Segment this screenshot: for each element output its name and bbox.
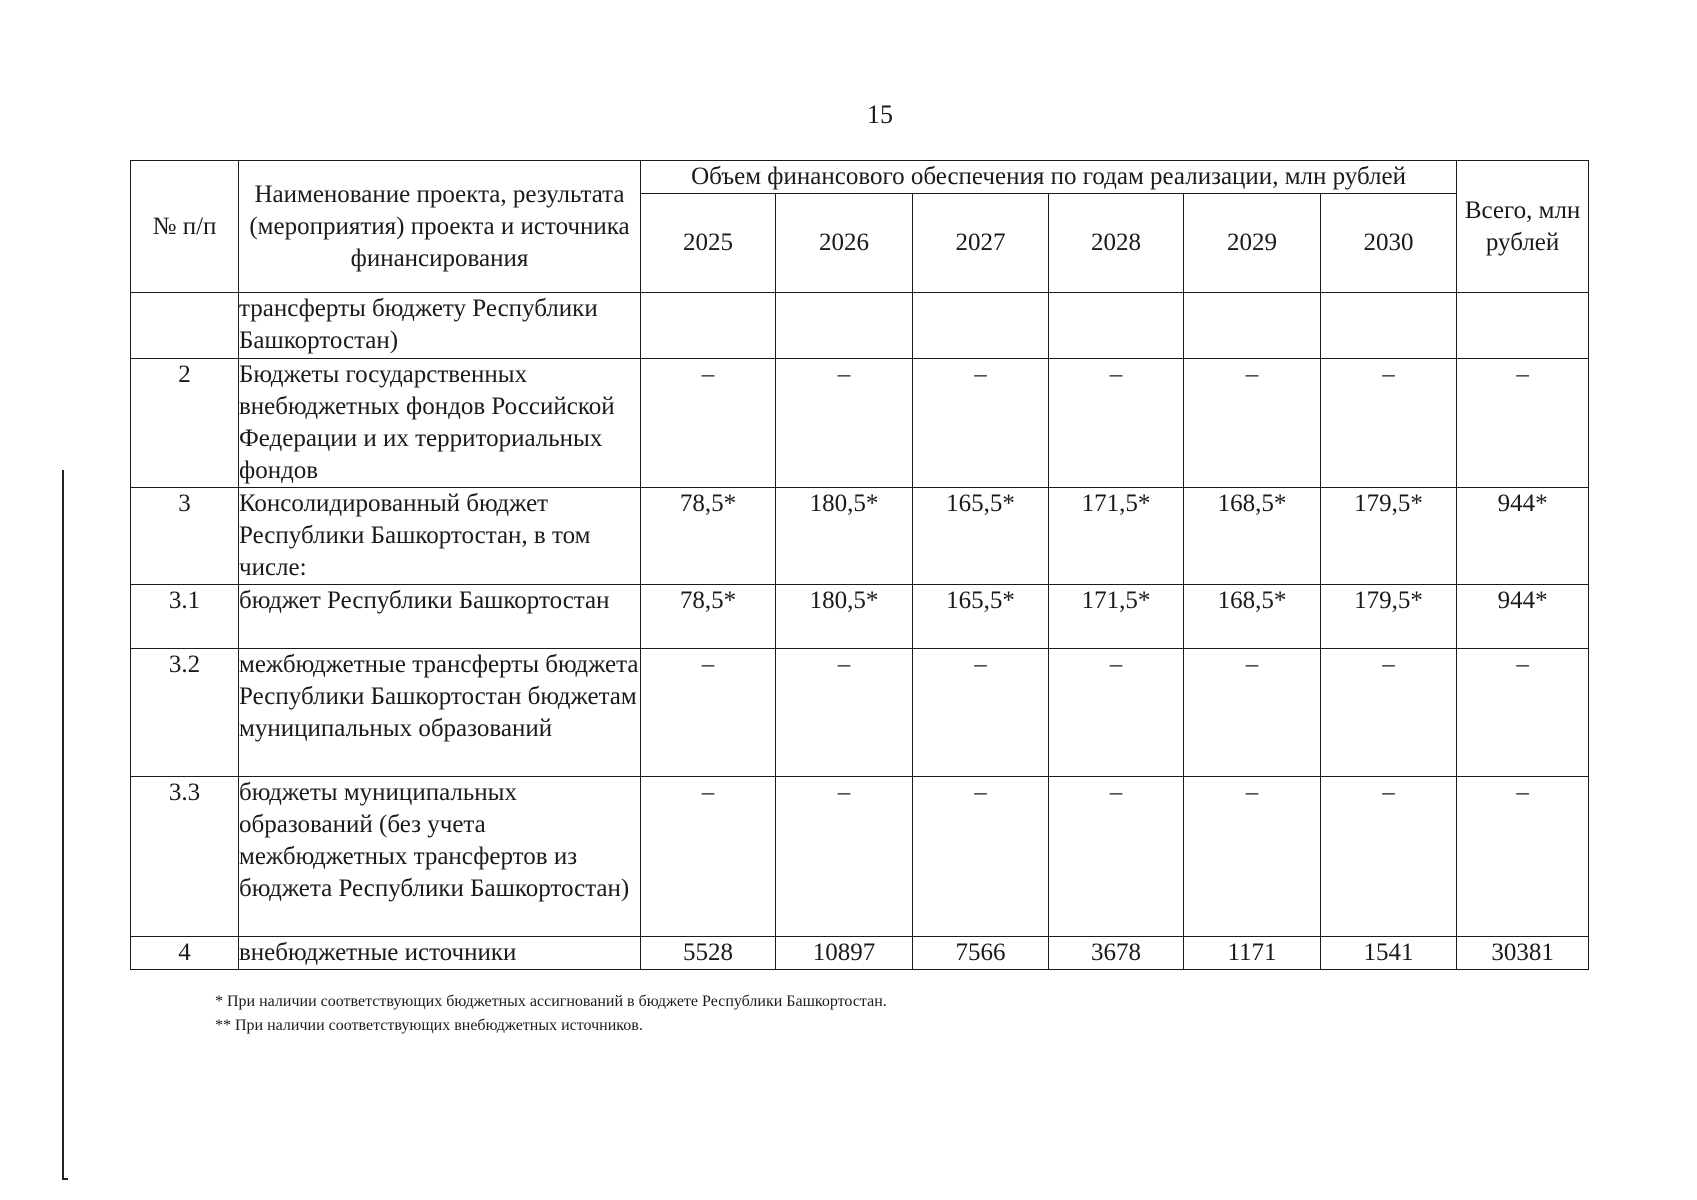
row-value: – — [1321, 359, 1457, 488]
row-value — [1321, 293, 1457, 359]
header-year: 2030 — [1321, 194, 1457, 293]
header-year: 2027 — [913, 194, 1049, 293]
row-total — [1457, 293, 1589, 359]
binding-line — [62, 470, 64, 1180]
row-value: 3678 — [1049, 937, 1184, 970]
row-value: 5528 — [641, 937, 776, 970]
row-value: – — [776, 649, 913, 777]
row-total: 30381 — [1457, 937, 1589, 970]
row-value: – — [913, 777, 1049, 937]
row-num: 3.2 — [131, 649, 239, 777]
row-value: 165,5* — [913, 585, 1049, 649]
header-year: 2029 — [1184, 194, 1321, 293]
row-value: 10897 — [776, 937, 913, 970]
row-value: 78,5* — [641, 488, 776, 585]
row-value: – — [913, 649, 1049, 777]
table-row — [131, 937, 1589, 970]
row-num: 3 — [131, 488, 239, 585]
header-name: Наименование проекта, результата (мероприятия) проекта и источника финансирования — [239, 161, 641, 293]
row-name: трансферты бюджету Республики Башкортостан) — [239, 293, 641, 359]
row-value: – — [1321, 777, 1457, 937]
row-value — [1049, 293, 1184, 359]
table-row — [131, 488, 1589, 585]
row-value: 179,5* — [1321, 488, 1457, 585]
row-num: 2 — [131, 359, 239, 488]
footnote: * При наличии соответствующих бюджетных ассигнований в бюджете Республики Башкортостан. — [215, 993, 887, 1010]
binding-mark — [62, 1178, 68, 1180]
financing-table — [130, 160, 1589, 970]
row-value: 168,5* — [1184, 585, 1321, 649]
row-name: бюджет Республики Башкортостан — [239, 585, 641, 649]
header-year: 2026 — [776, 194, 913, 293]
row-total: 944* — [1457, 585, 1589, 649]
row-name: бюджеты муниципальных образований (без учета межбюджетных трансфертов из бюджета Республики Башкортостан) — [239, 777, 641, 937]
page-number: 15 — [867, 100, 893, 129]
row-total: – — [1457, 777, 1589, 937]
row-value: 1171 — [1184, 937, 1321, 970]
row-name: внебюджетные источники — [239, 937, 641, 970]
table-row — [131, 359, 1589, 488]
header-total: Всего, млн рублей — [1457, 161, 1589, 293]
row-value: 78,5* — [641, 585, 776, 649]
row-value: – — [641, 649, 776, 777]
header-num: № п/п — [131, 161, 239, 293]
row-value: – — [776, 777, 913, 937]
row-value: – — [1184, 649, 1321, 777]
table-row — [131, 293, 1589, 359]
row-num: 3.1 — [131, 585, 239, 649]
row-value: – — [913, 359, 1049, 488]
header-volume: Объем финансового обеспечения по годам реализации, млн рублей — [641, 161, 1457, 194]
table-row — [131, 585, 1589, 649]
row-value: – — [1321, 649, 1457, 777]
row-value — [776, 293, 913, 359]
table-row — [131, 649, 1589, 777]
header-year: 2028 — [1049, 194, 1184, 293]
row-num — [131, 293, 239, 359]
row-value: – — [776, 359, 913, 488]
row-value: 1541 — [1321, 937, 1457, 970]
row-value: – — [1049, 359, 1184, 488]
row-name: Консолидированный бюджет Республики Башкортостан, в том числе: — [239, 488, 641, 585]
row-name: Бюджеты государственных внебюджетных фондов Российской Федерации и их территориальных фондов — [239, 359, 641, 488]
row-value: 171,5* — [1049, 585, 1184, 649]
row-value: 180,5* — [776, 488, 913, 585]
footnote: ** При наличии соответствующих внебюджетных источников. — [215, 1017, 643, 1034]
row-num: 3.3 — [131, 777, 239, 937]
row-value: – — [1184, 359, 1321, 488]
row-num: 4 — [131, 937, 239, 970]
row-total: 944* — [1457, 488, 1589, 585]
row-value: – — [1184, 777, 1321, 937]
row-total: – — [1457, 359, 1589, 488]
row-value: 165,5* — [913, 488, 1049, 585]
row-value: – — [1049, 777, 1184, 937]
row-value: 179,5* — [1321, 585, 1457, 649]
row-value: – — [641, 777, 776, 937]
table-row — [131, 777, 1589, 937]
row-value: 171,5* — [1049, 488, 1184, 585]
row-value: – — [641, 359, 776, 488]
row-value: 168,5* — [1184, 488, 1321, 585]
row-name: межбюджетные трансферты бюджета Республики Башкортостан бюджетам муниципальных образований — [239, 649, 641, 777]
row-value: 7566 — [913, 937, 1049, 970]
row-total: – — [1457, 649, 1589, 777]
row-value — [641, 293, 776, 359]
row-value — [913, 293, 1049, 359]
header-year: 2025 — [641, 194, 776, 293]
row-value: 180,5* — [776, 585, 913, 649]
row-value — [1184, 293, 1321, 359]
footnotes — [215, 990, 887, 1038]
row-value: – — [1049, 649, 1184, 777]
